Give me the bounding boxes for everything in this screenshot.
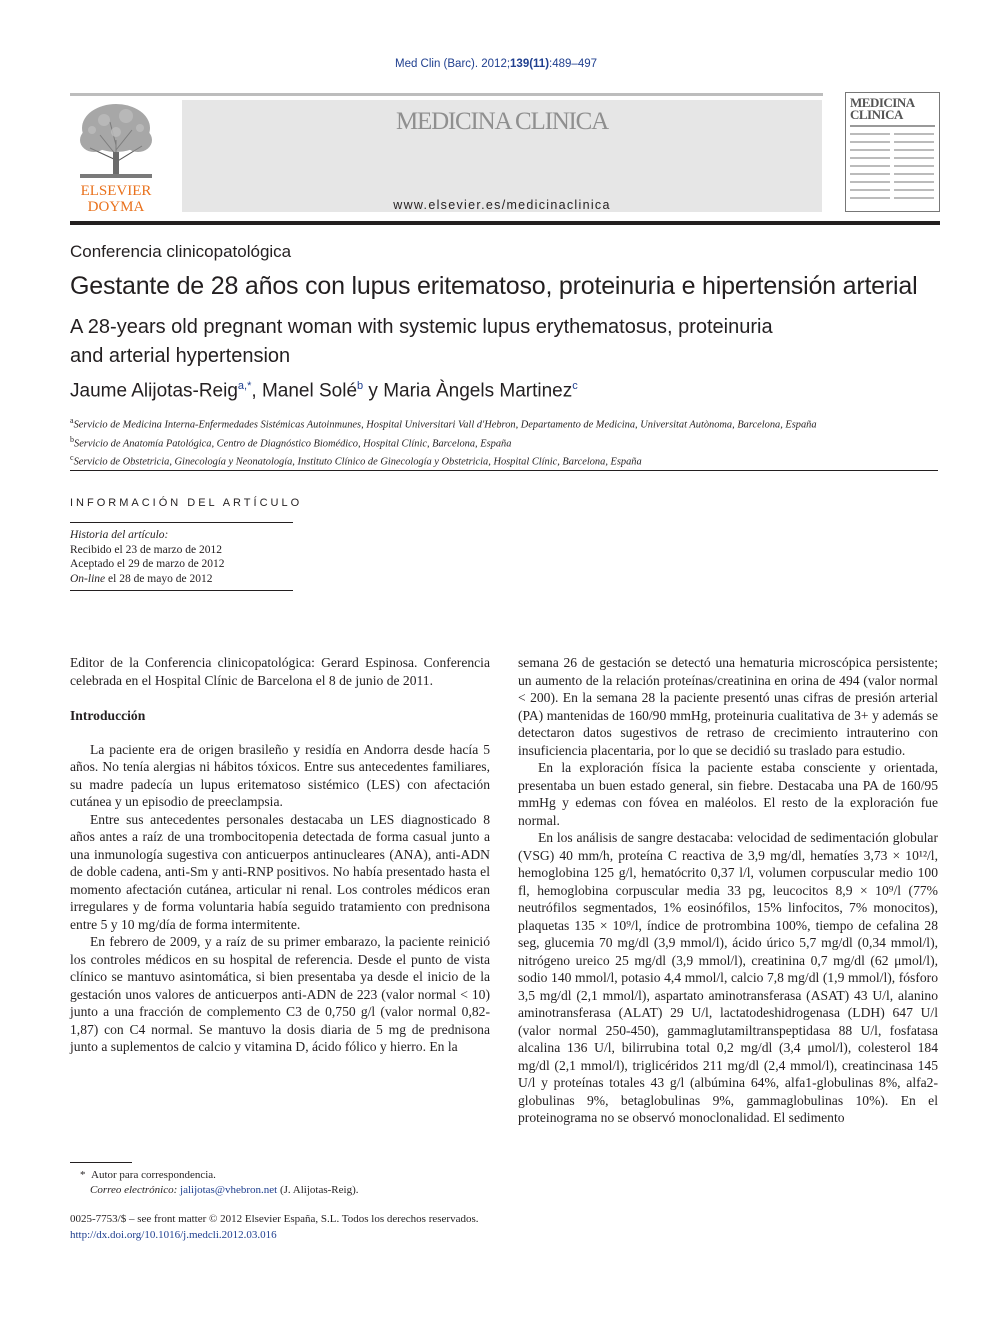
copyright-line: 0025-7753/$ – see front matter © 2012 Elsevier España, S.L. Todos los derechos reservados.: [70, 1213, 479, 1225]
author-separator: ,: [251, 380, 262, 402]
cover-text-line: [894, 181, 934, 183]
elsevier-logo: [70, 100, 162, 215]
correspondence-footnote: [70, 1168, 490, 1198]
footnote-email-line: [70, 1183, 490, 1198]
author-name: Jaume Alijotas-Reig: [70, 380, 238, 402]
history-received: Recibido el 23 de marzo de 2012: [70, 543, 223, 556]
affiliation-marker: b: [70, 434, 74, 444]
body-paragraph: semana 26 de gestación se detectó una hematuria microscópica persistente; un aumento de la relación proteínas/creatinina en orina de 494 (valor normal < 200). En la semana 28 la paciente presentó unas cifras de presión arterial (PA) mantenidas de 160/90 mmHg, proteinuria cualitativa de 3+ y además se detectaron datos sugestivos de retraso de crecimiento intrauterino con insuficiencia placentaria, por lo que se decidió su traslado para estudio.: [518, 655, 938, 758]
footnote-corresp-text: Autor para correspondencia.: [91, 1169, 216, 1181]
body-paragraph: La paciente era de origen brasileño y residía en Andorra desde hacía 5 años. No tenía alergias ni hábitos tóxicos. Entre sus antecedentes familiares, su madre padecía un lupus eritematoso sistémico (LES) con afectación cutánea y un episodio de preeclampsia.: [70, 741, 490, 809]
author-affil-link[interactable]: c: [572, 380, 578, 392]
logo-line-elsevier: ELSEVIER: [80, 183, 152, 199]
author-affil-link[interactable]: a,*: [237, 380, 252, 392]
cover-text-line: [894, 173, 934, 175]
title-english-line-1: A 28-years old pregnant woman with systemic lupus erythematosus, proteinuria: [70, 316, 773, 338]
citation-pages: :489–497: [549, 58, 598, 70]
article-info-rule: [70, 590, 293, 591]
affiliation-list: [70, 414, 950, 470]
journal-url[interactable]: www.elsevier.es/medicinaclinica: [393, 198, 611, 212]
cover-text-line: [850, 197, 890, 199]
journal-band: [70, 93, 823, 96]
cover-text-line: [850, 141, 890, 143]
affiliation-item: [70, 451, 950, 470]
cover-text-line: [850, 133, 890, 135]
affiliation-item: [70, 433, 950, 452]
header-rule: [70, 221, 940, 225]
cover-text-line: [894, 141, 934, 143]
section-type: Conferencia clinicopatológica: [70, 242, 292, 261]
affiliation-marker: c: [70, 453, 74, 463]
online-date: el 28 de mayo de 2012: [105, 572, 213, 585]
affiliation-text: Servicio de Anatomía Patológica, Centro de Diagnóstico Biomédico, Hospital Clínic, Barcelona, España: [74, 438, 512, 450]
article-info-heading: INFORMACIÓN DEL ARTÍCULO: [70, 497, 303, 509]
author-list: [70, 380, 578, 402]
body-column-right: [518, 654, 938, 1127]
cover-text-line: [894, 149, 934, 151]
author-name: Manel Solé: [261, 380, 358, 402]
elsevier-tree-icon: [70, 100, 162, 215]
body-paragraph: En febrero de 2009, y a raíz de su primer embarazo, la paciente reinició los controles médicos en su hospital de referencia. Desde el punto de vista clínico se mantuvo asintomática, si bien presentaba ya desde el inicio de la gestación unos valores de anticuerpos anti-ADN de 223 (valor normal < 10) junto a una fracción de complemento C3 de 0,750 g/l (valor normal 0,82-1,87) con C4 normal. Se mantuvo la dosis diaria de 5 mg de prednisona junto a suplementos de calcio y vitamina D, ácido fólico y hierro. En la: [70, 934, 490, 1054]
cover-text-line: [894, 189, 934, 191]
journal-banner: [182, 100, 822, 212]
cover-text-line: [894, 133, 934, 135]
cover-text-line: [894, 157, 934, 159]
editor-note: Editor de la Conferencia clinicopatológica: Gerard Espinosa. Conferencia celebrada en el Hospital Clínic de Barcelona el 8 de junio de 2011.: [70, 655, 490, 688]
footnote-corresp: [70, 1168, 490, 1183]
online-label: On-line: [70, 572, 106, 585]
title-english-line-2: and arterial hypertension: [70, 345, 291, 367]
logo-line-doyma: DOYMA: [87, 199, 145, 215]
affiliation-text: Servicio de Obstetricia, Ginecología y Neonatología, Instituto Clínico de Ginecología y Obstetricia, Hospital Clínic, Barcelona, España: [73, 456, 642, 468]
author-affil-link[interactable]: b: [357, 380, 364, 392]
article-info-rule: [70, 522, 293, 523]
cover-text-line: [850, 157, 890, 159]
cover-title: [850, 97, 915, 121]
cover-text-line: [850, 173, 890, 175]
cover-text-line: [850, 189, 890, 191]
cover-title-line-1: MEDICINA: [850, 95, 915, 110]
affiliation-text: Servicio de Medicina Interna-Enfermedades Sistémicas Autoinmunes, Hospital Universitari Vall d'Hebron, Departamento de Medicina, Universitat Autònoma, Barcelona, España: [73, 419, 817, 431]
journal-name: MEDICINA CLINICA: [395, 108, 609, 135]
citation-volume: 139(11): [510, 58, 550, 70]
footnote-rule: [70, 1162, 132, 1163]
cover-title-line-2: CLINICA: [850, 107, 903, 122]
author-separator: y: [363, 380, 384, 402]
footnote-mark: *: [80, 1169, 86, 1181]
affiliation-rule: [70, 470, 938, 471]
doi-link[interactable]: http://dx.doi.org/10.1016/j.medcli.2012.03.016: [70, 1228, 277, 1241]
article-title-spanish: Gestante de 28 años con lupus eritematoso, proteinuria e hipertensión arterial: [70, 272, 918, 300]
email-suffix: (J. Alijotas-Reig).: [277, 1184, 359, 1196]
body-paragraph: En la exploración física la paciente estaba consciente y orientada, presentaba un buen estado general, sin fiebre. Destacaba una PA de 160/95 mmHg y edemas con fóvea en maléolos. El resto de la exploración fue normal.: [518, 760, 938, 828]
email-link[interactable]: jalijotas@vhebron.net: [180, 1184, 278, 1196]
body-paragraph: En los análisis de sangre destacaba: velocidad de sedimentación globular (VSG) 40 mm/h, proteína C reactiva de 3,9 mg/dl, hematíes 3,73 × 10¹²/l, hemoglobina 125 g/l, hematócrito 0,37 l/l, volumen corpuscular medio 100 fl, hemoglobina corpuscular media 33 pg, leucocitos 8,9 × 10⁹/l (77% neutrófilos segmentados, 1% eosinófilos, 15% linfocitos, 7% monocitos), plaquetas 135 × 10⁹/l, índice de protrombina 100%, tiempo de cefalina 28 seg, glucemia 70 mg/dl (3,9 mmol/l), ácido úrico 5,7 mg/dl (0,34 mmol/l), nitrógeno ureico 25 mg/dl (3,9 mmol/l), creatinina 0,7 mg/dl (62 μmol/l), sodio 140 mmol/l, potasio 4,4 mmol/l, calcio 7,8 mg/dl (1,9 mmol/l), fósforo 3,5 mg/dl (2,1 mmol/l), aspartato aminotransferasa (ASAT) 43 U/l, alanino aminotransferasa (ALAT) 29 U/l, lactatodeshidrogenasa (LDH) 647 U/l (valor normal 250-450), gammaglutamiltranspeptidasa 88 U/l, fosfatasa alcalina 136 U/l, bilirrubina total 0,2 mg/dl (3,4 μmol/l), colesterol 184 mg/dl (2,1 mmol/l), triglicéridos 211 mg/dl (2,4 mmol/l), creatincinasa 145 U/l y proteínas totales 43 g/l (albúmina 64%, alfa1-globulinas 8%, alfa2-globulinas 9%, betaglobulinas 9%, gammaglobulinas 10%). En el proteinograma no se observó monoclonalidad. El sedimento: [518, 830, 938, 1125]
article-history: [70, 528, 300, 586]
affiliation-item: [70, 414, 950, 433]
history-online: [70, 572, 300, 587]
history-accepted: Aceptado el 29 de marzo de 2012: [70, 558, 225, 570]
cover-text-line: [894, 197, 934, 199]
history-label: Historia del artículo:: [70, 529, 169, 541]
article-title-english: [70, 313, 870, 371]
citation-prefix: Med Clin (Barc). 2012;: [394, 58, 511, 70]
author-name: Maria Àngels Martinez: [383, 380, 573, 402]
body-column-left: [70, 654, 490, 1056]
section-heading-introduccion: Introducción: [70, 708, 146, 723]
journal-citation[interactable]: [0, 58, 992, 70]
cover-text-line: [850, 149, 890, 151]
journal-cover-thumbnail: [845, 92, 940, 212]
affiliation-marker: a: [70, 416, 74, 425]
body-paragraph: Entre sus antecedentes personales destacaba un LES diagnosticado 8 años antes a raíz de una trombocitopenia detectada de forma casual junto a una inmunología sugestiva con anticuerpos antinucleares (ANA), anti-ADN de doble cadena, anti-Sm y anti-RNP positivos. No había presentado hasta el momento afectación cutánea, articular ni renal. Los controles médicos eran irregulares y de forma voluntaria había seguido tratamiento con prednisona entre 5 y 10 mg/día de forma intermitente.: [70, 811, 490, 932]
email-label: Correo electrónico:: [90, 1184, 178, 1196]
cover-text-line: [850, 165, 890, 167]
cover-rule: [850, 125, 935, 127]
cover-text-line: [894, 165, 934, 167]
copyright-block: [70, 1212, 479, 1243]
cover-text-line: [850, 181, 890, 183]
